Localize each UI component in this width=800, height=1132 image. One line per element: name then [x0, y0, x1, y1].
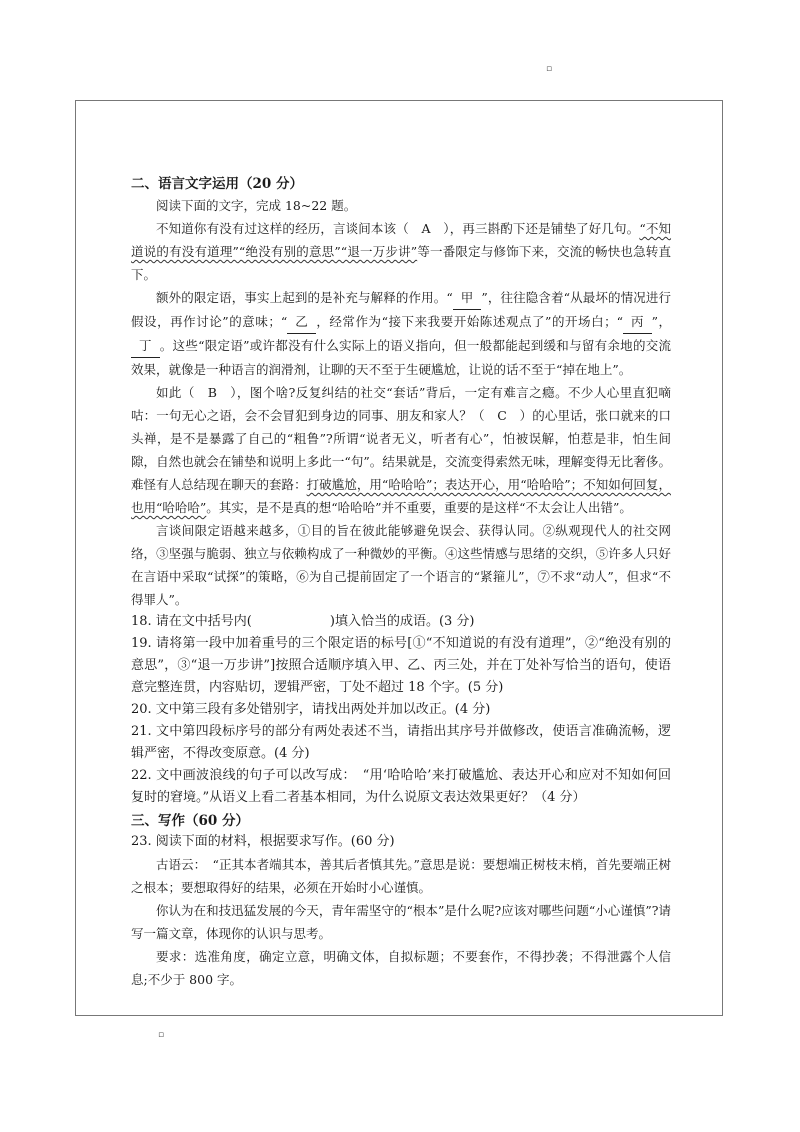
blank-jia: 甲: [453, 286, 482, 310]
paragraph-2: 额外的限定语，事实上起到的是补充与解释的作用。“ 甲 ”，往往隐含着“从最坏的情况进行假设，再作讨论”的意味；“ 乙 ，经常作为“接下来我要开始陈述观点了”的开场白；“ 丙 ”，丁 。这些“限定语”或许都没有什么实际上的语义指向，但一般都能起到缓和与留有余地的交流效果，就像是一种语言的润滑剂，让聊的天不至于生硬尴尬，让说的话不至于“掉在地上”。: [131, 286, 671, 381]
document-content: [131, 174, 671, 991]
paragraph-4: 言谈间限定语越来越多，①目的旨在彼此能够避免误会、获得认同。②纵观现代人的社交网络，③坚强与脆弱、独立与依赖构成了一种微妙的平衡。④这些情感与思绪的交织，⑤许多人只好在言语中采取“试探”的策略，⑥为自己提前固定了一个语言的“紧箍儿”，⑦不求“动人”，但求“不得罪人”。: [131, 523, 671, 607]
question-19: 19. 请将第一段中加着重号的三个限定语的标号[①“不知道说的有没有道理”，②“绝没有别的意思”，③“退一万步讲”]按照合适顺序填入甲、乙、丙三处，并在丁处补写恰当的语句，使语意完整连贯，内容贴切，逻辑严密，丁处不超过 18 个字。(5 分): [131, 636, 671, 695]
blank-ding: 丁: [131, 334, 160, 358]
question-18: 18. 请在文中括号内( )填入恰当的成语。(3 分): [131, 614, 475, 629]
wavy-underlined-phrase: “不知道说的有没有道理”“绝没有别的意思”“退一万步讲”: [131, 221, 672, 259]
section-2-title: 二、语言文字运用（20 分）: [131, 176, 303, 192]
paragraph-1: 不知道你有没有过这样的经历，言谈间本该（ A ），再三斟酌下还是铺垫了好几句。“不知道说的有没有道理”“绝没有别的意思”“退一万步讲”等一番限定与修饰下来，交流的畅快也急转直下。: [131, 221, 672, 282]
section-3-title: 三、写作（60 分）: [131, 813, 249, 829]
section-2-instruction: 阅读下面的文字，完成 18~22 题。: [156, 198, 357, 213]
paragraph-3: 如此（ B ），图个啥?反复纠结的社交“套话”背后，一定有难言之瘾。不少人心里直犯嘀咕：一句无心之语，会不会冒犯到身边的同事、朋友和家人？（ C ）的心里话，张口就来的口头禅，是不是暴露了自己的“粗鲁”?所谓“说者无义，听者有心”，怕被误解，怕惹是非，怕生间隙，自然也就会在铺垫和说明上多此一“句”。结果就是，交流变得索然无味，理解变得无比奢侈。难怪有人总结现在聊天的套路：打破尴尬，用“哈哈哈”；表达开心，用“哈哈哈”；不知如何回复，也用“哈哈哈”。其实，是不是真的想“哈哈哈”并不重要，重要的是这样“不太会让人出错”。: [131, 385, 671, 515]
writing-requirements: 要求：选准角度，确定立意，明确文体，自拟标题；不要套作，不得抄袭；不得泄露个人信息;不少于 800 字。: [131, 949, 671, 987]
writing-material: 古语云： “正其本者端其本，善其后者慎其先。”意思是说：要想端正树枝末梢，首先要端正树之根本；要想取得好的结果，必须在开始时小心谨慎。: [131, 857, 671, 895]
blank-bing: 丙: [623, 310, 652, 334]
writing-prompt: 你认为在和技迅猛发展的今天，青年需坚守的“根本”是什么呢?应该对哪些问题“小心谨慎”?请写一篇文章，体现你的认识与思考。: [131, 903, 671, 941]
question-20: 20. 文中第三段有多处错别字，请找出两处并加以改正。(4 分): [131, 702, 491, 717]
page-mark-top: ▫: [546, 64, 553, 74]
wavy-underlined-sentence: 打破尴尬，用“哈哈哈”；表达开心，用“哈哈哈”；不知如何回复，也用“哈哈哈”: [131, 477, 671, 515]
question-23: 23. 阅读下面的材料，根据要求写作。(60 分): [131, 834, 395, 849]
blank-yi: 乙: [287, 310, 316, 334]
question-22: 22. 文中画波浪线的句子可以改写成： “用‘哈哈哈’来打破尴尬、表达开心和应对不知如何回复时的窘境。”从语义上看二者基本相同，为什么说原文表达效果更好？（4 分）: [131, 768, 671, 805]
page-mark-bottom: ▫: [158, 1030, 165, 1040]
question-21: 21. 文中第四段标序号的部分有两处表述不当，请指出其序号并做修改，使语言准确流畅，逻辑严密，不得改变原意。(4 分): [131, 724, 671, 761]
